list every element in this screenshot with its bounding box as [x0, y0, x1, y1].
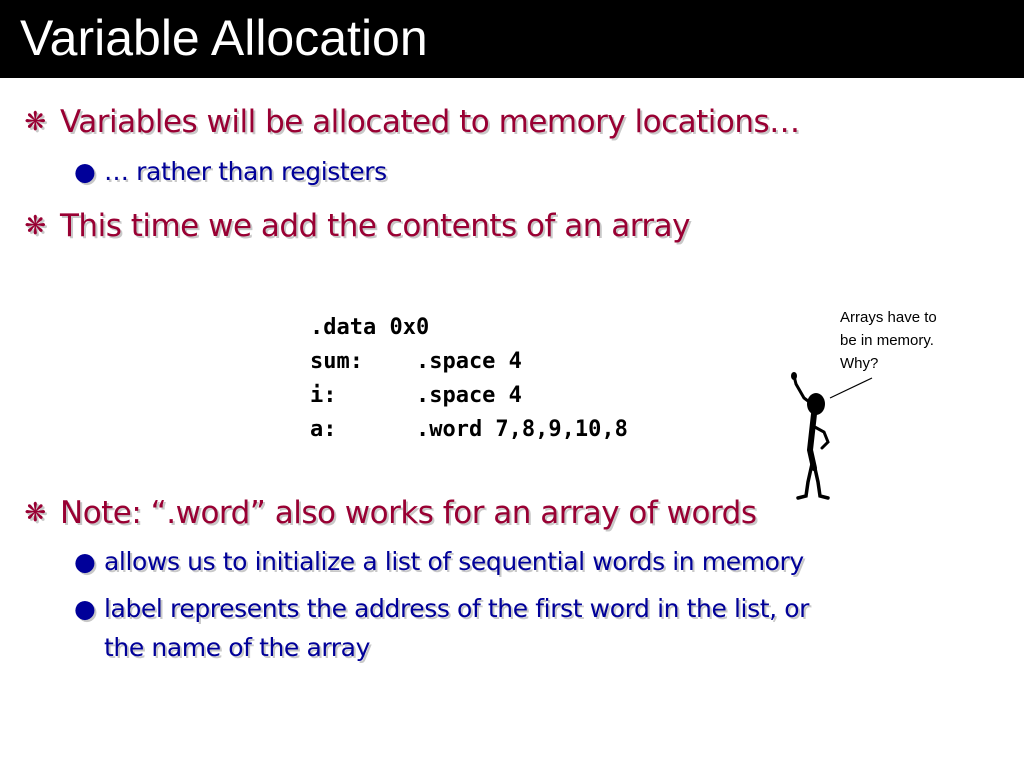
title-bar [0, 0, 1024, 78]
annotation-line: Why? [840, 355, 879, 372]
stick-figure-pointing-up-icon [780, 370, 890, 505]
code-line-data: .data 0x0 [310, 315, 430, 340]
asterisk-bullet-icon: ❋ [24, 498, 46, 528]
bullet-text: Variables will be allocated to memory locations… [60, 104, 800, 140]
dot-bullet-icon: ● [74, 157, 96, 186]
asterisk-bullet-icon: ❋ [24, 107, 46, 137]
code-line-i: i: .space 4 [310, 383, 522, 408]
hand [791, 372, 797, 380]
sub-bullet-text-line2: the name of the array [104, 633, 370, 662]
bullet-text: Note: “.word” also works for an array of words [60, 495, 757, 531]
slide-title: Variable Allocation [20, 10, 428, 66]
sub-bullet-text: … rather than registers [104, 157, 387, 186]
right-leg [814, 464, 828, 498]
callout-pointer-line [830, 378, 872, 398]
head [807, 393, 825, 415]
left-leg [798, 464, 812, 498]
sub-bullet-text: allows us to initialize a list of sequential words in memory [104, 547, 804, 576]
code-line-a: a: .word 7,8,9,10,8 [310, 417, 628, 442]
bullet-text: This time we add the contents of an array [60, 208, 691, 244]
dot-bullet-icon: ● [74, 594, 96, 623]
asterisk-bullet-icon: ❋ [24, 211, 46, 241]
dot-bullet-icon: ● [74, 547, 96, 576]
code-line-sum: sum: .space 4 [310, 349, 522, 374]
annotation-line: Arrays have to [840, 309, 937, 326]
annotation-callout [840, 306, 990, 375]
body [810, 414, 814, 468]
sub-bullet-text-line1: label represents the address of the first word in the list, or [104, 594, 809, 623]
annotation-line: be in memory. [840, 332, 934, 349]
